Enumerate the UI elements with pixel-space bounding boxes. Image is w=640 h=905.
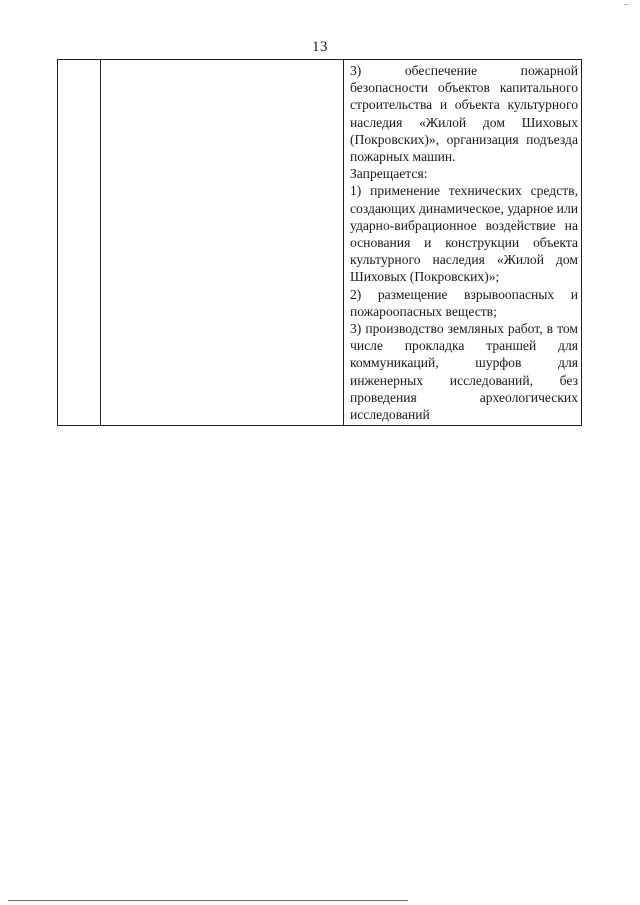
paragraph-earthworks: 3) производство земляных работ, в том числе прокладка траншей для коммуникаций, шурфов для инженерных исследований, без проведения археологических исследований	[350, 321, 578, 423]
cell-zone-text	[101, 60, 343, 64]
regulations-table	[57, 59, 582, 426]
paragraph-hazardous-substances: 2) размещение взрывоопасных и пожароопасных веществ;	[350, 286, 578, 319]
table-cell-number	[58, 60, 101, 426]
requirements-text	[344, 60, 581, 425]
scan-artifact	[624, 4, 628, 5]
paragraph-technical-means: 1) применение технических средств, создающих динамическое, ударное или ударно-вибрационное воздействие на основания и конструкции объекта культурного наследия «Жилой дом Шиховых (Покровских)»;	[350, 183, 579, 285]
table-row	[58, 60, 582, 426]
table-cell-zone	[101, 60, 344, 426]
paragraph-prohibited-heading: Запрещается:	[350, 166, 428, 182]
footer-rule	[8, 900, 408, 901]
table-cell-requirements	[344, 60, 582, 426]
paragraph-fire-safety: 3) обеспечение пожарной безопасности объектов капитального строительства и объекта культурного наследия «Жилой дом Шиховых (Покровских)», организация подъезда пожарных машин.	[350, 63, 578, 165]
cell-number-text	[58, 60, 100, 64]
page-number: 13	[312, 39, 328, 55]
